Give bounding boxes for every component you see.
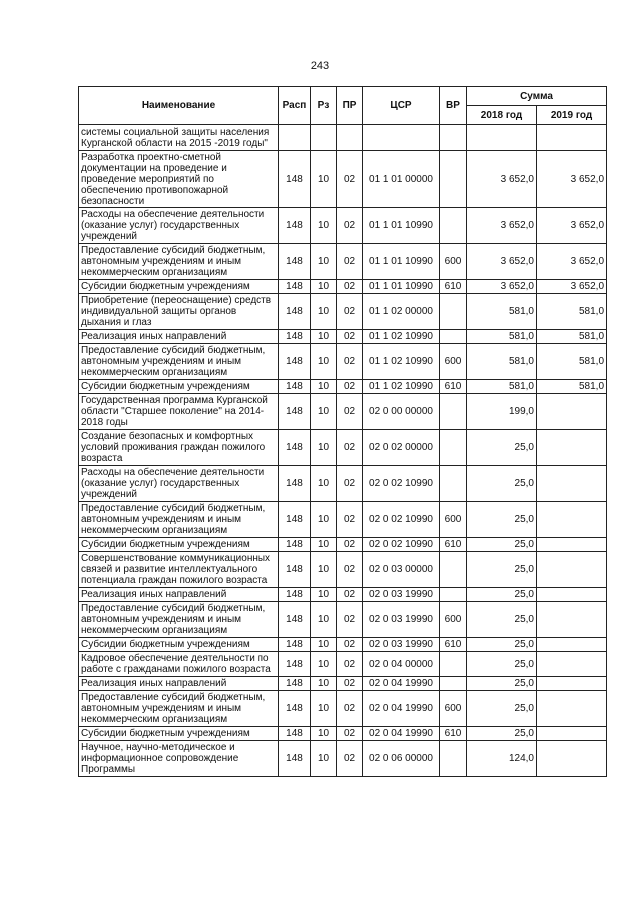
- row-rasp: 148: [279, 466, 311, 502]
- row-vr: 610: [440, 280, 467, 294]
- row-vr: [440, 588, 467, 602]
- table-row: [79, 638, 607, 652]
- header-sum: Сумма: [467, 87, 607, 106]
- row-amount-2018: 25,0: [467, 652, 537, 677]
- row-csr: 02 0 02 10990: [363, 538, 440, 552]
- row-amount-2018: 25,0: [467, 588, 537, 602]
- row-rz: 10: [311, 344, 337, 380]
- table-body: [79, 125, 607, 777]
- row-csr: 01 1 01 10990: [363, 280, 440, 294]
- row-rz: 10: [311, 741, 337, 777]
- row-name: Предоставление субсидий бюджетным, автономным учреждениям и иным некоммерческим организациям: [79, 344, 279, 380]
- row-name: Государственная программа Курганской области "Старшее поколение" на 2014-2018 годы: [79, 394, 279, 430]
- row-amount-2019: [537, 466, 607, 502]
- row-amount-2019: 3 652,0: [537, 280, 607, 294]
- row-rz: 10: [311, 330, 337, 344]
- row-name: Субсидии бюджетным учреждениям: [79, 538, 279, 552]
- row-vr: 600: [440, 502, 467, 538]
- row-csr: 01 1 01 00000: [363, 151, 440, 208]
- row-name: Субсидии бюджетным учреждениям: [79, 727, 279, 741]
- row-vr: 610: [440, 638, 467, 652]
- row-vr: 600: [440, 602, 467, 638]
- row-name: Приобретение (переоснащение) средств индивидуальной защиты органов дыхания и глаз: [79, 294, 279, 330]
- row-csr: 02 0 02 10990: [363, 502, 440, 538]
- table-row: [79, 208, 607, 244]
- row-rz: 10: [311, 151, 337, 208]
- row-amount-2018: 581,0: [467, 344, 537, 380]
- row-rasp: 148: [279, 294, 311, 330]
- row-pr: 02: [337, 727, 363, 741]
- row-rasp: 148: [279, 691, 311, 727]
- row-amount-2018: 3 652,0: [467, 244, 537, 280]
- table-row: [79, 588, 607, 602]
- row-amount-2018: 3 652,0: [467, 280, 537, 294]
- row-pr: 02: [337, 244, 363, 280]
- row-pr: 02: [337, 430, 363, 466]
- row-pr: 02: [337, 602, 363, 638]
- row-amount-2019: [537, 652, 607, 677]
- row-name: Расходы на обеспечение деятельности (оказание услуг) государственных учреждений: [79, 208, 279, 244]
- row-rz: 10: [311, 677, 337, 691]
- row-vr: 600: [440, 344, 467, 380]
- row-pr: 02: [337, 294, 363, 330]
- table-row: [79, 380, 607, 394]
- table-row: [79, 602, 607, 638]
- row-pr: 02: [337, 677, 363, 691]
- row-csr: 02 0 03 00000: [363, 552, 440, 588]
- row-pr: 02: [337, 552, 363, 588]
- header-2018: 2018 год: [467, 106, 537, 125]
- row-csr: [363, 125, 440, 151]
- row-rz: 10: [311, 430, 337, 466]
- row-rz: 10: [311, 244, 337, 280]
- row-rz: 10: [311, 280, 337, 294]
- row-amount-2018: 25,0: [467, 602, 537, 638]
- row-name: Субсидии бюджетным учреждениям: [79, 280, 279, 294]
- header-row: [79, 87, 607, 106]
- row-name: Научное, научно-методическое и информационное сопровождение Программы: [79, 741, 279, 777]
- row-amount-2018: 25,0: [467, 691, 537, 727]
- row-amount-2018: 25,0: [467, 430, 537, 466]
- row-pr: 02: [337, 344, 363, 380]
- table-row: [79, 652, 607, 677]
- row-csr: 02 0 02 10990: [363, 466, 440, 502]
- row-name: Предоставление субсидий бюджетным, автономным учреждениям и иным некоммерческим организациям: [79, 244, 279, 280]
- row-rz: 10: [311, 552, 337, 588]
- header-pr: ПР: [337, 87, 363, 125]
- row-rz: 10: [311, 727, 337, 741]
- row-csr: 02 0 03 19990: [363, 638, 440, 652]
- row-rasp: 148: [279, 638, 311, 652]
- row-amount-2018: 3 652,0: [467, 208, 537, 244]
- row-amount-2019: [537, 677, 607, 691]
- header-2019: 2019 год: [537, 106, 607, 125]
- row-pr: 02: [337, 741, 363, 777]
- row-rasp: 148: [279, 588, 311, 602]
- row-amount-2019: [537, 394, 607, 430]
- row-pr: 02: [337, 330, 363, 344]
- row-rz: 10: [311, 602, 337, 638]
- row-pr: 02: [337, 502, 363, 538]
- row-amount-2019: 581,0: [537, 344, 607, 380]
- row-vr: 610: [440, 380, 467, 394]
- row-amount-2019: 3 652,0: [537, 244, 607, 280]
- row-amount-2018: 581,0: [467, 294, 537, 330]
- row-amount-2018: 581,0: [467, 330, 537, 344]
- row-rasp: 148: [279, 652, 311, 677]
- row-rz: [311, 125, 337, 151]
- row-amount-2019: 3 652,0: [537, 208, 607, 244]
- budget-table: [78, 86, 607, 777]
- row-amount-2019: [537, 588, 607, 602]
- row-rasp: 148: [279, 602, 311, 638]
- row-vr: [440, 652, 467, 677]
- row-rasp: 148: [279, 677, 311, 691]
- row-rasp: 148: [279, 208, 311, 244]
- row-vr: [440, 208, 467, 244]
- row-rz: 10: [311, 502, 337, 538]
- row-name: Расходы на обеспечение деятельности (оказание услуг) государственных учреждений: [79, 466, 279, 502]
- row-csr: 02 0 03 19990: [363, 602, 440, 638]
- row-rz: 10: [311, 691, 337, 727]
- row-amount-2019: [537, 125, 607, 151]
- row-amount-2018: 25,0: [467, 538, 537, 552]
- row-pr: 02: [337, 691, 363, 727]
- row-amount-2018: 25,0: [467, 552, 537, 588]
- row-amount-2019: 3 652,0: [537, 151, 607, 208]
- row-pr: 02: [337, 466, 363, 502]
- row-pr: 02: [337, 394, 363, 430]
- row-rasp: 148: [279, 244, 311, 280]
- row-rz: 10: [311, 380, 337, 394]
- row-csr: 01 1 01 10990: [363, 244, 440, 280]
- row-csr: 02 0 04 19990: [363, 727, 440, 741]
- row-vr: 600: [440, 244, 467, 280]
- table-row: [79, 727, 607, 741]
- table-row: [79, 741, 607, 777]
- row-name: Субсидии бюджетным учреждениям: [79, 380, 279, 394]
- table-row: [79, 466, 607, 502]
- row-rasp: 148: [279, 552, 311, 588]
- row-amount-2018: [467, 125, 537, 151]
- row-amount-2019: [537, 538, 607, 552]
- row-rz: 10: [311, 208, 337, 244]
- row-name: Совершенствование коммуникационных связей и развитие интеллектуального потенциала граждан пожилого возраста: [79, 552, 279, 588]
- row-name: Кадровое обеспечение деятельности по работе с гражданами пожилого возраста: [79, 652, 279, 677]
- row-vr: 600: [440, 691, 467, 727]
- row-vr: [440, 552, 467, 588]
- row-vr: [440, 151, 467, 208]
- row-amount-2019: [537, 638, 607, 652]
- row-vr: [440, 466, 467, 502]
- header-rasp: Расп: [279, 87, 311, 125]
- table-row: [79, 677, 607, 691]
- row-rz: 10: [311, 294, 337, 330]
- row-vr: [440, 741, 467, 777]
- page-number: 243: [310, 60, 330, 72]
- row-vr: 610: [440, 538, 467, 552]
- table-row: [79, 430, 607, 466]
- row-amount-2018: 25,0: [467, 502, 537, 538]
- row-csr: 01 1 02 10990: [363, 344, 440, 380]
- row-amount-2019: [537, 691, 607, 727]
- table-row: [79, 244, 607, 280]
- row-rasp: 148: [279, 151, 311, 208]
- row-vr: [440, 294, 467, 330]
- row-amount-2018: 25,0: [467, 466, 537, 502]
- row-csr: 02 0 04 00000: [363, 652, 440, 677]
- row-name: Предоставление субсидий бюджетным, автономным учреждениям и иным некоммерческим организациям: [79, 602, 279, 638]
- row-rasp: 148: [279, 502, 311, 538]
- row-name: Предоставление субсидий бюджетным, автономным учреждениям и иным некоммерческим организациям: [79, 691, 279, 727]
- header-vr: ВР: [440, 87, 467, 125]
- row-csr: 01 1 02 10990: [363, 380, 440, 394]
- row-rz: 10: [311, 588, 337, 602]
- row-name: Предоставление субсидий бюджетным, автономным учреждениям и иным некоммерческим организациям: [79, 502, 279, 538]
- row-name: Субсидии бюджетным учреждениям: [79, 638, 279, 652]
- row-vr: 610: [440, 727, 467, 741]
- row-amount-2019: 581,0: [537, 330, 607, 344]
- row-amount-2018: 25,0: [467, 677, 537, 691]
- row-csr: 01 1 02 10990: [363, 330, 440, 344]
- row-vr: [440, 330, 467, 344]
- row-name: Разработка проектно-сметной документации на проведение и проведение мероприятий по обеспечению противопожарной безопасности: [79, 151, 279, 208]
- row-amount-2019: [537, 552, 607, 588]
- row-rasp: 148: [279, 280, 311, 294]
- row-amount-2018: 3 652,0: [467, 151, 537, 208]
- row-amount-2018: 25,0: [467, 638, 537, 652]
- row-amount-2018: 25,0: [467, 727, 537, 741]
- row-pr: 02: [337, 638, 363, 652]
- row-rasp: 148: [279, 380, 311, 394]
- row-rasp: 148: [279, 741, 311, 777]
- row-vr: [440, 677, 467, 691]
- row-pr: 02: [337, 151, 363, 208]
- row-name: Создание безопасных и комфортных условий проживания граждан пожилого возраста: [79, 430, 279, 466]
- row-csr: 02 0 02 00000: [363, 430, 440, 466]
- row-pr: 02: [337, 380, 363, 394]
- row-amount-2019: [537, 430, 607, 466]
- row-pr: [337, 125, 363, 151]
- row-amount-2019: [537, 502, 607, 538]
- table-row: [79, 344, 607, 380]
- row-pr: 02: [337, 280, 363, 294]
- row-rz: 10: [311, 394, 337, 430]
- row-amount-2019: [537, 602, 607, 638]
- header-name: Наименование: [79, 87, 279, 125]
- row-pr: 02: [337, 652, 363, 677]
- row-rasp: 148: [279, 344, 311, 380]
- row-amount-2018: 199,0: [467, 394, 537, 430]
- row-rz: 10: [311, 652, 337, 677]
- table-row: [79, 280, 607, 294]
- row-vr: [440, 394, 467, 430]
- row-csr: 02 0 03 19990: [363, 588, 440, 602]
- row-rasp: [279, 125, 311, 151]
- row-rasp: 148: [279, 330, 311, 344]
- table-row: [79, 330, 607, 344]
- table-row: [79, 125, 607, 151]
- row-pr: 02: [337, 588, 363, 602]
- table-row: [79, 538, 607, 552]
- row-rasp: 148: [279, 727, 311, 741]
- row-name: Реализация иных направлений: [79, 588, 279, 602]
- row-vr: [440, 430, 467, 466]
- row-amount-2018: 124,0: [467, 741, 537, 777]
- table-row: [79, 502, 607, 538]
- row-csr: 02 0 00 00000: [363, 394, 440, 430]
- row-vr: [440, 125, 467, 151]
- row-name: системы социальной защиты населения Курганской области на 2015 -2019 годы": [79, 125, 279, 151]
- row-name: Реализация иных направлений: [79, 330, 279, 344]
- row-csr: 02 0 04 19990: [363, 691, 440, 727]
- row-amount-2019: 581,0: [537, 294, 607, 330]
- row-csr: 01 1 01 10990: [363, 208, 440, 244]
- table-row: [79, 294, 607, 330]
- table-row: [79, 394, 607, 430]
- row-csr: 01 1 02 00000: [363, 294, 440, 330]
- row-pr: 02: [337, 538, 363, 552]
- row-rz: 10: [311, 466, 337, 502]
- row-amount-2019: [537, 741, 607, 777]
- table-row: [79, 151, 607, 208]
- row-rasp: 148: [279, 538, 311, 552]
- header-rz: Рз: [311, 87, 337, 125]
- row-rasp: 148: [279, 430, 311, 466]
- header-csr: ЦСР: [363, 87, 440, 125]
- table-row: [79, 691, 607, 727]
- row-csr: 02 0 04 19990: [363, 677, 440, 691]
- row-name: Реализация иных направлений: [79, 677, 279, 691]
- row-amount-2019: [537, 727, 607, 741]
- row-csr: 02 0 06 00000: [363, 741, 440, 777]
- row-rasp: 148: [279, 394, 311, 430]
- row-amount-2019: 581,0: [537, 380, 607, 394]
- row-rz: 10: [311, 538, 337, 552]
- row-rz: 10: [311, 638, 337, 652]
- row-amount-2018: 581,0: [467, 380, 537, 394]
- row-pr: 02: [337, 208, 363, 244]
- table-row: [79, 552, 607, 588]
